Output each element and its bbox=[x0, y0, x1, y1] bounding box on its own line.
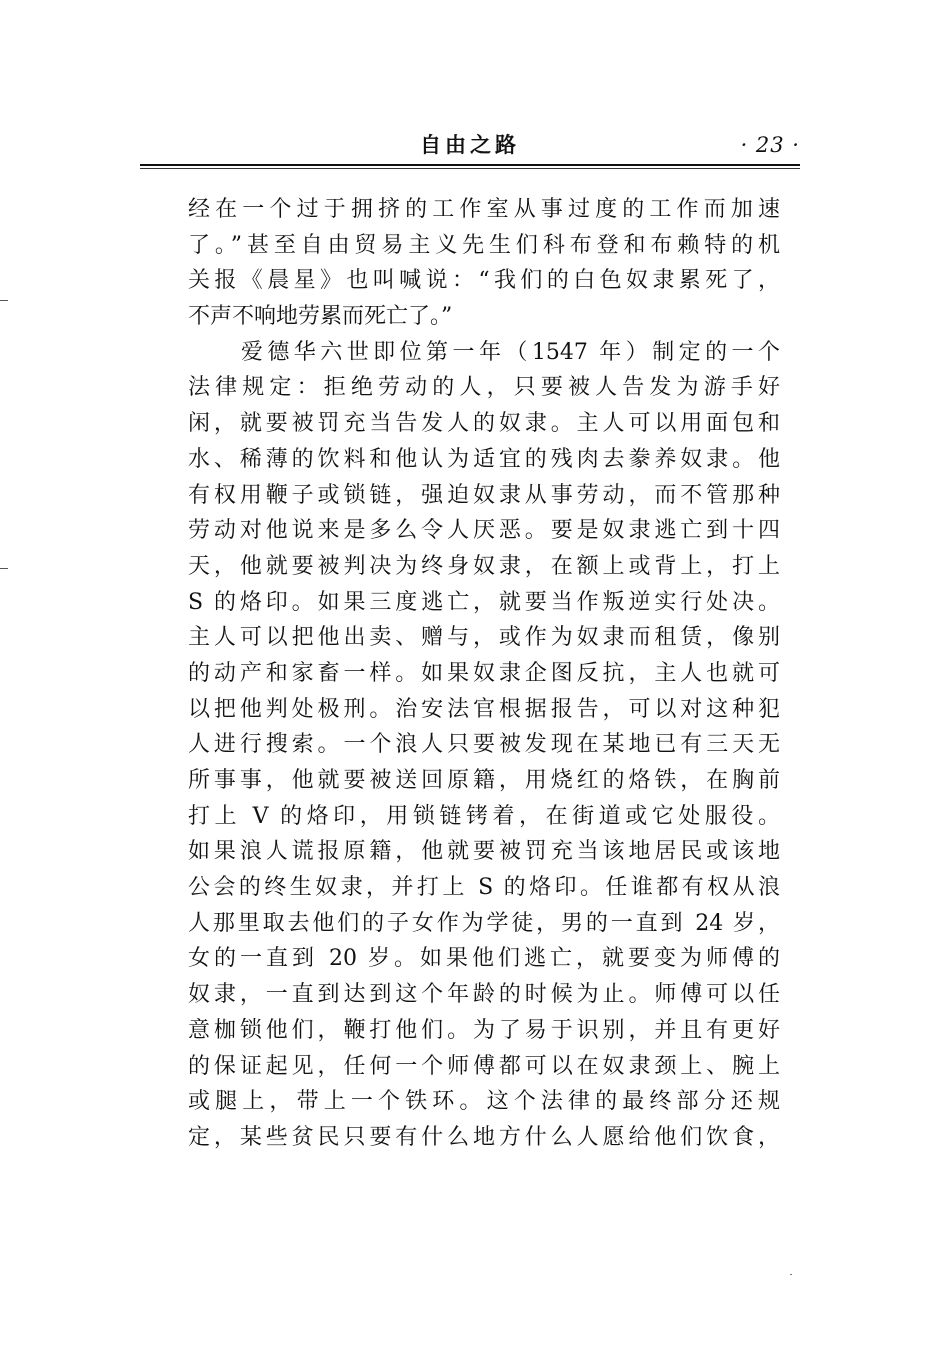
text-line: 爱德华六世即位第一年（1547 年）制定的一个 bbox=[188, 339, 780, 365]
text-line: 法律规定：拒绝劳动的人，只要被人告发为游手好 bbox=[188, 375, 780, 401]
header-rule-thin bbox=[140, 168, 800, 169]
text-line: 所事事，他就要被送回原籍，用烧红的烙铁，在胸前 bbox=[188, 768, 780, 793]
text-line: 或腿上，带上一个铁环。这个法律的最终部分还规 bbox=[188, 1089, 780, 1115]
text-line: 天，他就要被判决为终身奴隶，在额上或背上，打上 bbox=[188, 553, 780, 579]
text-line: 了。”甚至自由贸易主义先生们科布登和布赖特的机 bbox=[188, 232, 780, 258]
text-line: 人进行搜索。一个浪人只要被发现在某地已有三天无 bbox=[188, 732, 780, 758]
text-line: 意枷锁他们，鞭打他们。为了易于识别，并且有更好 bbox=[188, 1017, 780, 1043]
text-line: 如果浪人谎报原籍，他就要被罚充当该地居民或该地 bbox=[188, 839, 780, 865]
text-line: 主人可以把他出卖、赠与，或作为奴隶而租赁，像别 bbox=[188, 625, 780, 651]
text-line: 经在一个过于拥挤的工作室从事过度的工作而加速 bbox=[188, 197, 780, 222]
header-rule-thick bbox=[140, 164, 800, 166]
text-line: 人那里取去他们的子女作为学徒，男的一直到 24 岁， bbox=[188, 910, 780, 936]
scan-speck bbox=[790, 1274, 792, 1275]
text-line: 奴隶，一直到达到这个年龄的时候为止。师傅可以任 bbox=[188, 982, 780, 1008]
page-number: · 23 · bbox=[740, 133, 800, 157]
text-line: S 的烙印。如果三度逃亡，就要当作叛逆实行处决。 bbox=[188, 589, 780, 615]
text-line: 水、稀薄的饮料和他认为适宜的残肉去豢养奴隶。他 bbox=[188, 446, 780, 472]
text-line: 不声不响地劳累而死亡了。” bbox=[188, 304, 453, 330]
text-line: 的动产和家畜一样。如果奴隶企图反抗，主人也就可 bbox=[188, 660, 780, 686]
text-line: 公会的终生奴隶，并打上 S 的烙印。任谁都有权从浪 bbox=[188, 875, 780, 901]
margin-tick-mark bbox=[0, 568, 8, 569]
text-line: 定，某些贫民只要有什么地方什么人愿给他们饮食， bbox=[188, 1124, 780, 1150]
body-text bbox=[188, 192, 780, 1156]
text-line: 劳动对他说来是多么令人厌恶。要是奴隶逃亡到十四 bbox=[188, 518, 780, 544]
running-head-title: 自由之路 bbox=[420, 132, 520, 157]
text-line: 的保证起见，任何一个师傅都可以在奴隶颈上、腕上 bbox=[188, 1053, 780, 1079]
text-line: 闲，就要被罚充当告发人的奴隶。主人可以用面包和 bbox=[188, 411, 780, 437]
text-line: 以把他判处极刑。治安法官根据报告，可以对这种犯 bbox=[188, 696, 780, 722]
text-line: 打上 V 的烙印，用锁链铐着，在街道或它处服役。 bbox=[188, 803, 780, 829]
running-head bbox=[140, 130, 800, 162]
text-line: 关报《晨星》也叫喊说：“我们的白色奴隶累死了， bbox=[188, 268, 780, 294]
margin-tick-mark bbox=[0, 300, 8, 301]
text-line: 有权用鞭子或锁链，强迫奴隶从事劳动，而不管那种 bbox=[188, 482, 780, 508]
text-line: 女的一直到 20 岁。如果他们逃亡，就要变为师傅的 bbox=[188, 946, 780, 972]
